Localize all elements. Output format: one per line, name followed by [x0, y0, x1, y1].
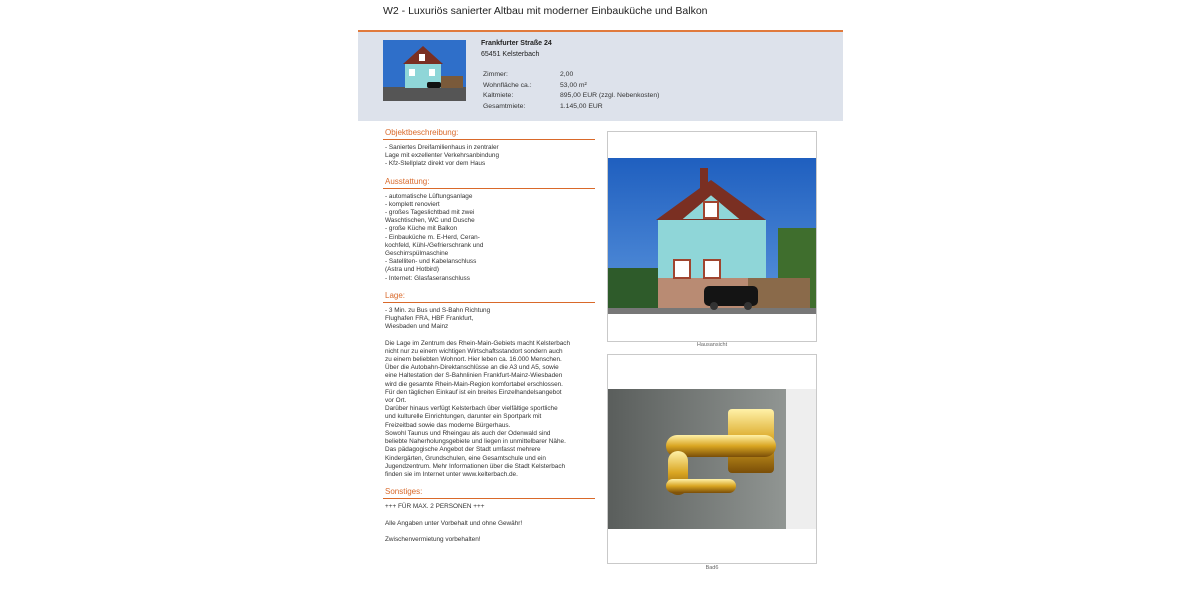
section-body-ausstattung: - automatische Lüftungsanlage - komplett renoviert - großes Tageslichtbad mit zwei Waschtischen, WC und Dusche - große Küche mit Balkon - Einbauküche m. E-Herd, Ceran- kochfeld, Kühl-/Gefrierschrank und Geschirrspülmaschine - Satelliten- und Kabelanschluss (Astra und Hotbird) - Internet: Glasfaseranschluss — [385, 192, 484, 282]
fact-row — [483, 102, 659, 113]
address-block — [481, 38, 552, 60]
facts-table — [483, 70, 659, 112]
photo-frame-house[interactable] — [607, 131, 817, 342]
photo-frame-bath[interactable] — [607, 354, 817, 564]
section-heading-ausstattung: Ausstattung: — [383, 177, 595, 189]
house-thumbnail-image — [383, 40, 466, 101]
door-handle-photo — [608, 389, 816, 529]
address-street: Frankfurter Straße 24 — [481, 40, 552, 47]
fact-label: Wohnfläche ca.: — [483, 81, 532, 89]
fact-value: 2,00 — [560, 71, 574, 78]
fact-row — [483, 91, 659, 102]
fact-value: 895,00 EUR (zzgl. Nebenkosten) — [560, 92, 660, 99]
fact-value: 53,00 m² — [560, 81, 587, 89]
fact-label: Kaltmiete: — [483, 92, 514, 99]
fact-row — [483, 81, 659, 92]
section-body-lage: - 3 Min. zu Bus und S-Bahn Richtung Flughafen FRA, HBF Frankfurt, Wiesbaden und Mainz Die Lage im Zentrum des Rhein-Main-Gebiets macht Kelsterbach nicht nur zu einem wichtigen Wirtschaftsstandort sondern auch zu einem beliebten Wohnort. Hier leben ca. 16.000 Menschen. Über die Autobahn-Direktanschlüsse an die A3 und A5, sowie eine Haltestation der S-Bahnlinien Frankfurt-Mainz-Wiesbaden wird die gesamte Rhein-Main-Region komfortabel erschlossen. Für den täglichen Einkauf ist ein breites Einzelhandelsangebot vor Ort. Darüber hinaus verfügt Kelsterbach über vielfältige sportliche und kulturelle Einrichtungen, darunter ein Sportpark mit Freizeitbad sowie das moderne Bürgerhaus. Sowohl Taunus und Rheingau als auch der Odenwald sind beliebte Naherholungsgebiete und liegen in unmittelbarer Nähe. Das pädagogische Angebot der Stadt umfasst mehrere Kindergärten, Grundschulen, eine Gesamtschule und ein Jugendzentrum. Mehr Informationen über die Stadt Kelsterbach finden sie im Internet unter www.kelterbach.de. — [385, 306, 571, 478]
fact-label: Zimmer: — [483, 71, 508, 78]
fact-label: Gesamtmiete: — [483, 102, 526, 110]
photo-caption-house: Hausansicht — [696, 342, 728, 348]
section-heading-sonstiges: Sonstiges: — [383, 487, 595, 499]
description-column — [383, 128, 595, 552]
house-photo — [608, 158, 816, 314]
page-title: W2 - Luxuriös sanierter Altbau mit moderner Einbauküche und Balkon — [383, 5, 708, 17]
house-thumbnail[interactable] — [383, 40, 466, 101]
section-body-sonstiges: +++ FÜR MAX. 2 PERSONEN +++ Alle Angaben unter Vorbehalt und ohne Gewähr! Zwischenvermietung vorbehalten! — [385, 503, 523, 543]
section-heading-lage: Lage: — [383, 291, 595, 303]
photo-caption-bath: Bad6 — [705, 565, 719, 571]
fact-row — [483, 70, 659, 81]
section-heading-objekt: Objektbeschreibung: — [383, 128, 595, 140]
fact-value: 1.145,00 EUR — [560, 102, 603, 110]
address-city: 65451 Kelsterbach — [481, 51, 540, 58]
section-body-objekt: - Saniertes Dreifamilienhaus in zentraler Lage mit exzellenter Verkehrsanbindung - Kfz-Stellplatz direkt vor dem Haus — [385, 144, 500, 168]
